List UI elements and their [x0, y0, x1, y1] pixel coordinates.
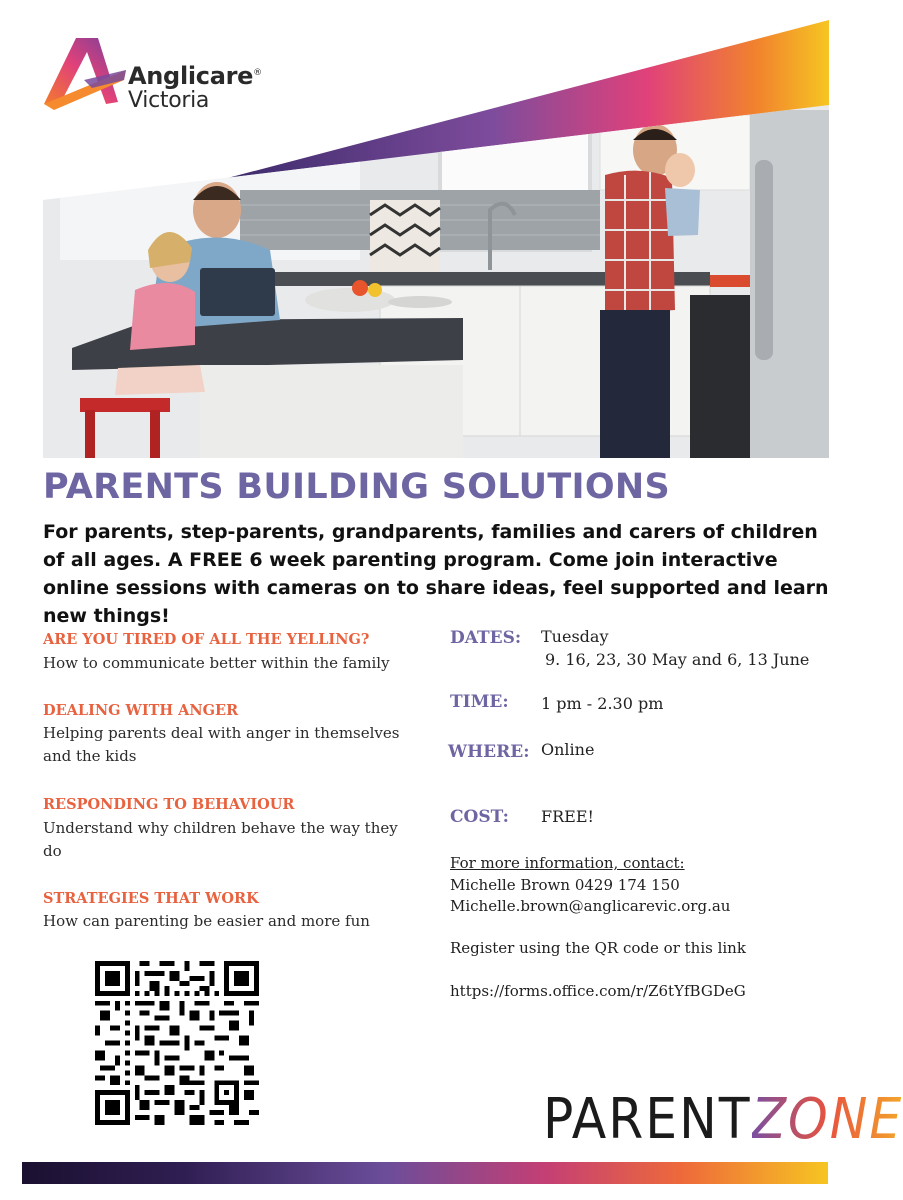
contact-email[interactable]: Michelle.brown@anglicarevic.org.au: [450, 897, 731, 915]
qr-code-icon[interactable]: [95, 961, 259, 1125]
contact-name-phone: Michelle Brown 0429 174 150: [450, 876, 680, 894]
dates-day: Tuesday: [541, 627, 609, 646]
contact-heading: For more information, contact:: [450, 854, 685, 872]
cost-value: FREE!: [541, 807, 594, 826]
where-label: WHERE:: [448, 742, 530, 762]
topic-text-strategies: How can parenting be easier and more fun: [43, 912, 370, 930]
topic-text-anger: Helping parents deal with anger in themselves and the kids: [43, 724, 400, 765]
parentzone-part2: ZONE: [751, 1087, 903, 1152]
time-value: 1 pm - 2.30 pm: [541, 694, 664, 713]
topic-heading-yelling: ARE YOU TIRED OF ALL THE YELLING?: [43, 631, 370, 648]
where-value: Online: [541, 740, 595, 759]
topic-heading-anger: DEALING WITH ANGER: [43, 702, 239, 719]
brand-name: Anglicare®: [128, 62, 262, 90]
cost-label: COST:: [450, 807, 509, 827]
topic-heading-behaviour: RESPONDING TO BEHAVIOUR: [43, 796, 295, 813]
registered-mark: ®: [253, 68, 262, 78]
topic-text-behaviour: Understand why children behave the way they do: [43, 819, 398, 860]
topic-text-yelling: How to communicate better within the family: [43, 654, 390, 672]
parentzone-logo: [543, 1087, 903, 1152]
time-label: TIME:: [450, 692, 509, 712]
brand-region: Victoria: [128, 88, 210, 113]
dates-label: DATES:: [450, 628, 522, 648]
page-title: PARENTS BUILDING SOLUTIONS: [43, 467, 671, 507]
footer-gradient-bar: [22, 1162, 828, 1184]
dates-list: 9. 16, 23, 30 May and 6, 13 June: [545, 650, 810, 669]
intro-text: For parents, step-parents, grandparents, families and carers of children of all ages. A FREE 6 week parenting program. Come join interactive online sessions with cameras on to share ideas, feel supported and learn new things!: [43, 521, 829, 627]
register-text: Register using the QR code or this link: [450, 939, 746, 957]
parentzone-part1: PARENT: [543, 1087, 752, 1152]
register-link[interactable]: https://forms.office.com/r/Z6tYfBGDeG: [450, 982, 746, 1000]
topic-heading-strategies: STRATEGIES THAT WORK: [43, 890, 259, 907]
